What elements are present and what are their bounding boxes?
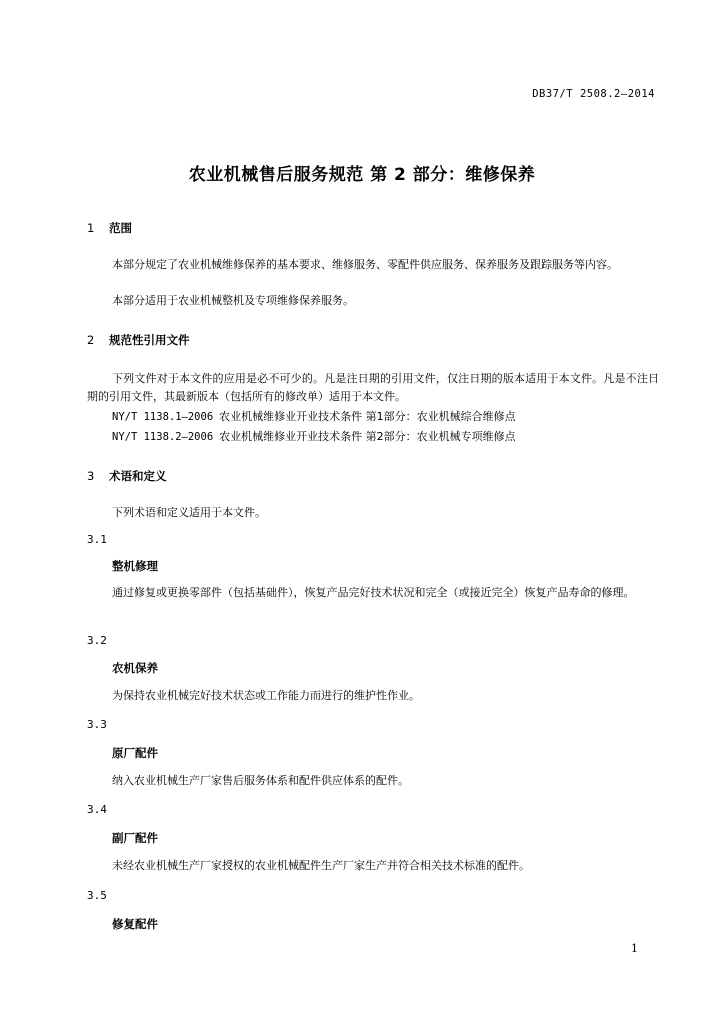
paragraph: 下列术语和定义适用于本文件。 [112, 506, 266, 519]
reference-title: 农业机械维修业开业技术条件 第1部分：农业机械综合维修点 [219, 410, 516, 423]
section-title: 范围 [109, 221, 132, 235]
document-title: 农业机械售后服务规范 第 2 部分：维修保养 [188, 165, 536, 185]
term-name: 农机保养 [112, 661, 158, 675]
section-title: 规范性引用文件 [109, 333, 190, 347]
paragraph: 本部分规定了农业机械维修保养的基本要求、维修服务、零配件供应服务、保养服务及跟踪服务等内容。 [112, 258, 618, 271]
paragraph: 下列文件对于本文件的应用是必不可少的。凡是注日期的引用文件，仅注日期的版本适用于本文件。凡是不注日期的引用文件，其最新版本（包括所有的修改单）适用于本文件。 [87, 372, 659, 403]
section-number: 1 [87, 221, 95, 235]
term-name: 原厂配件 [112, 746, 158, 760]
term-number: 3.4 [87, 803, 107, 816]
term-number: 3.1 [87, 533, 107, 546]
reference-code: NY/T 1138.1—2006 [112, 411, 214, 423]
section-number: 2 [87, 333, 95, 347]
section-title: 术语和定义 [109, 469, 167, 483]
term-definition: 未经农业机械生产厂家授权的农业机械配件生产厂家生产并符合相关技术标准的配件。 [112, 859, 530, 872]
term-number: 3.5 [87, 889, 107, 902]
term-name: 修复配件 [112, 917, 158, 931]
term-name: 副厂配件 [112, 831, 158, 845]
section-heading [87, 332, 190, 348]
reference-code: NY/T 1138.2—2006 [112, 431, 214, 443]
reference-item [112, 428, 516, 444]
paragraph: 本部分适用于农业机械整机及专项维修保养服务。 [112, 294, 354, 307]
term-number: 3.3 [87, 718, 107, 731]
term-definition: 为保持农业机械完好技术状态或工作能力而进行的维护性作业。 [112, 689, 420, 702]
standard-number: DB37/T 2508.2—2014 [532, 88, 655, 100]
reference-item [112, 408, 516, 424]
section-heading [87, 220, 132, 236]
term-number: 3.2 [87, 634, 107, 647]
section-heading [87, 468, 167, 484]
page-number: 1 [631, 942, 638, 955]
term-name: 整机修理 [112, 559, 158, 573]
term-definition: 通过修复或更换零部件（包括基础件），恢复产品完好技术状况和完全（或接近完全）恢复产品寿命的修理。 [112, 586, 635, 599]
section-number: 3 [87, 469, 95, 483]
term-definition: 纳入农业机械生产厂家售后服务体系和配件供应体系的配件。 [112, 774, 409, 787]
reference-title: 农业机械维修业开业技术条件 第2部分：农业机械专项维修点 [219, 430, 516, 443]
